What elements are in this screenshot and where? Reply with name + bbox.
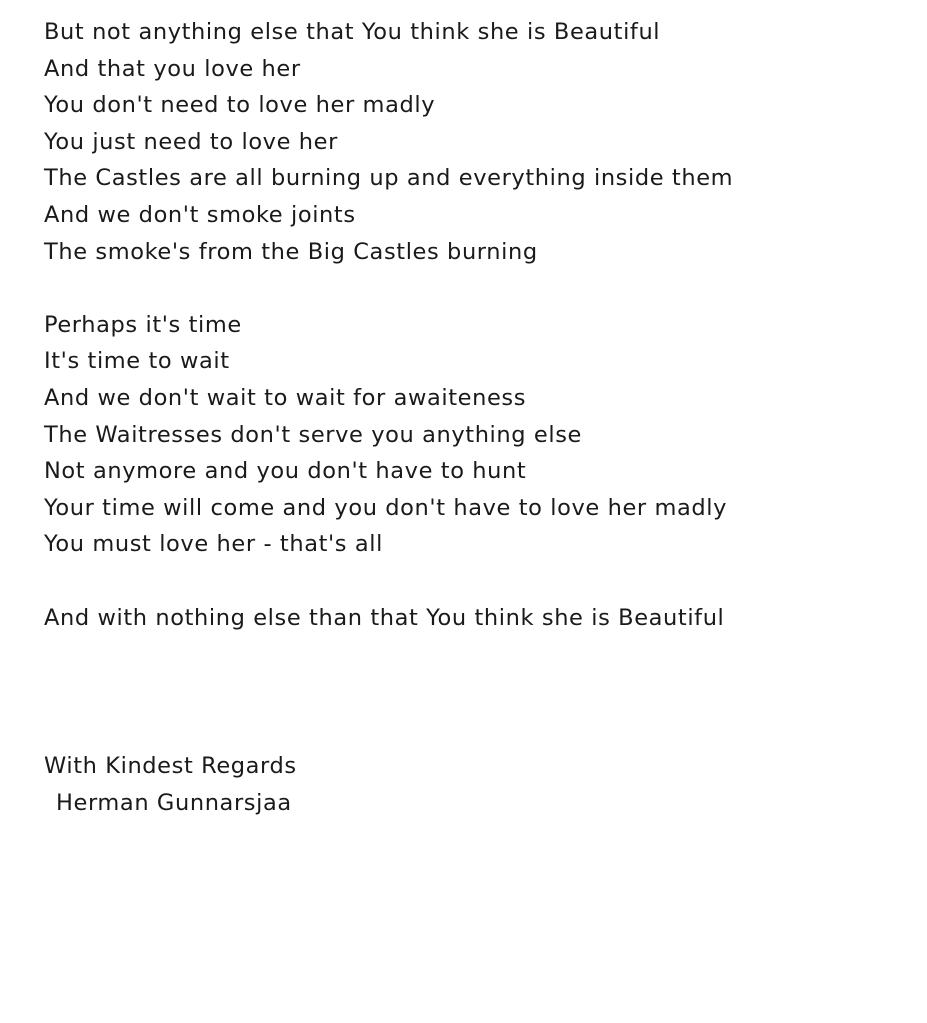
poem-line: And we don't smoke joints (44, 201, 356, 228)
poem-line: You must love her - that's all (44, 531, 383, 558)
stanza-break (44, 563, 904, 600)
poem-line: Not anymore and you don't have to hunt (44, 458, 527, 485)
signature-block (44, 748, 644, 821)
author-name: Herman Gunnarsjaa (56, 789, 292, 816)
poem-line: Perhaps it's time (44, 311, 242, 338)
stanza-break (44, 270, 904, 307)
poem-line: The Castles are all burning up and everything inside them (44, 165, 734, 192)
poem-text (44, 14, 904, 636)
poem-line: And with nothing else than that You think she is Beautiful (44, 604, 725, 631)
poem-line: You don't need to love her madly (44, 92, 436, 119)
poem-line: You just need to love her (44, 128, 338, 155)
closing-text: With Kindest Regards (44, 753, 297, 779)
poem-line: And that you love her (44, 55, 301, 82)
poem-line: But not anything else that You think she is Beautiful (44, 19, 661, 45)
poem-line: The Waitresses don't serve you anything else (44, 421, 582, 448)
poem-line: Your time will come and you don't have to love her madly (44, 494, 728, 521)
poem-line: And we don't wait to wait for awaiteness (44, 384, 527, 411)
poem-line: The smoke's from the Big Castles burning (44, 238, 538, 265)
poem-line: It's time to wait (44, 348, 230, 375)
